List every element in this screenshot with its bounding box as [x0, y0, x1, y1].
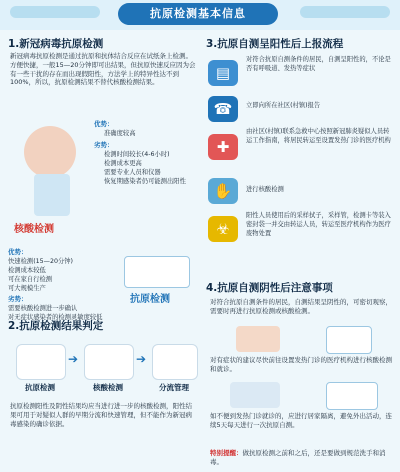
antigen-advantage-1: 快速检测(15—20分钟): [8, 257, 74, 265]
antigen-advantage-4: 可大规模生产: [8, 285, 46, 293]
section-1-intro: 新冠病毒抗原检测是通过抗原和抗体结合反应在试纸条上检测。方便快捷，一般15—20分钟即可出结果，但抗原快速反应因为会有一些干扰的存在而出现假阳性，方法学上的特异性达不到100%，所以，抗原检测结果不替代核酸检测结果。: [10, 52, 196, 87]
antigen-test-label: 抗原检测: [130, 294, 170, 305]
report-step-4-text: 进行核酸检测: [246, 186, 284, 193]
section-4-heading: 4.抗原自测阴性后注意事项: [206, 282, 333, 294]
phone-icon: ☎: [208, 96, 238, 122]
nucleic-disadvantage-label: 劣势：: [94, 140, 114, 149]
special-reminder: [210, 449, 394, 467]
header-decoration-left: [10, 6, 100, 18]
nucleic-pros-cons: [94, 120, 198, 186]
section-3-heading: 3.抗原自测呈阳性后上报流程: [206, 38, 344, 50]
nucleic-advantage-1: 准确度较高: [104, 129, 136, 137]
left-column: [6, 34, 198, 472]
nucleic-disadvantage-1: 检测时间较长(4-6小时): [104, 150, 170, 158]
flow-step-2: 核酸检测: [93, 383, 123, 392]
antigen-disadvantage-1: 需要核酸检测进一步确认: [8, 305, 78, 313]
report-step-3-text: 由社区(村镇)联系急救中心按照新冠肺炎疑似人员转运工作指南，将居民转运至设置发热门诊的医疗机构: [246, 128, 391, 144]
nucleic-disadvantage-4: 恢复期感染者仍可能测出阳性: [104, 178, 186, 186]
section-2-description: 抗原检测阳性及阴性结果均应当进行进一步的核酸检测，阳性结果可用于对疑似人群的早期分流和快速管理，但不能作为新冠病毒感染的确诊依据。: [10, 402, 192, 428]
page-title: 抗原检测基本信息: [118, 3, 278, 25]
flow-triage-illustration: [152, 344, 198, 380]
flow-step-1: 抗原检测: [25, 383, 55, 392]
special-reminder-label: 特别提醒：: [210, 449, 243, 457]
antigen-test-card-illustration: [124, 256, 190, 288]
person-fever-illustration: [236, 326, 280, 352]
right-column: [206, 34, 394, 472]
flow-nucleic-illustration: [84, 344, 134, 380]
antigen-advantage-label: 优势：: [8, 248, 28, 256]
self-test-illustration: [326, 382, 378, 410]
antigen-disadvantage-label: 劣势：: [8, 295, 28, 304]
antigen-kit-icon: ▤: [208, 60, 238, 86]
antigen-disadvantage-2: 对无症状感染者的检测灵敏度较低: [8, 314, 103, 322]
arrow-right-icon: ➔: [136, 352, 147, 366]
negative-guidance-1: 对符合抗原自测条件的居民，自测结果呈阴性的，可密切观察，需要时再进行抗原检测或核酸检测。: [210, 298, 392, 315]
header-decoration-right: [300, 6, 390, 18]
antigen-advantage-3: 可在家自行检测: [8, 276, 53, 284]
report-step-1-text: 对符合抗原自测条件的居民，自测呈阳性的，不论是否有呼吸道、发热等症状: [246, 56, 391, 72]
antigen-advantage-2: 检测成本较低: [8, 266, 46, 274]
nucleic-disadvantage-2: 检测成本更高: [104, 159, 142, 167]
arrow-right-icon: ➔: [68, 352, 79, 366]
section-1-heading: 1.新冠病毒抗原检测: [8, 38, 104, 50]
thermometer-illustration: [326, 326, 372, 354]
health-worker-illustration: [24, 126, 76, 178]
ambulance-icon: ✚: [208, 134, 238, 160]
flow-antigen-illustration: [16, 344, 66, 380]
negative-guidance-2: 对有症状的建议尽快前往设置发热门诊的医疗机构进行核酸检测和就诊。: [210, 356, 392, 373]
home-isolation-illustration: [230, 382, 280, 408]
swab-sampling-illustration: [34, 174, 70, 216]
nucleic-test-label: 核酸检测: [14, 224, 54, 235]
nucleic-disadvantage-3: 需要专业人员和仪器: [104, 168, 161, 176]
report-step-5-text: 阳性人员使用后的采样拭子，采样管，检测卡等装入密封袋一并交由转运人员，转运至医疗机构作为医疗废物处置: [246, 212, 391, 237]
nucleic-sampling-icon: ✋: [208, 178, 238, 204]
negative-guidance-3: 如不便到发热门诊就诊的，应进行居家隔离，避免外出活动，连续5天每天进行一次抗原自测。: [210, 412, 392, 429]
antigen-pros-cons: [8, 248, 118, 322]
report-step-2-text: 立即向所在社区(村镇)报告: [246, 102, 321, 109]
special-reminder-text: 做抗原检测之前和之后，还是要做到规范洗手和消毒。: [210, 449, 386, 467]
biohazard-bag-icon: ☣: [208, 216, 238, 242]
section-2-heading: 2.抗原检测结果判定: [8, 320, 104, 332]
flow-step-3: 分流管理: [159, 383, 189, 392]
nucleic-advantage-label: 优势：: [94, 120, 114, 128]
